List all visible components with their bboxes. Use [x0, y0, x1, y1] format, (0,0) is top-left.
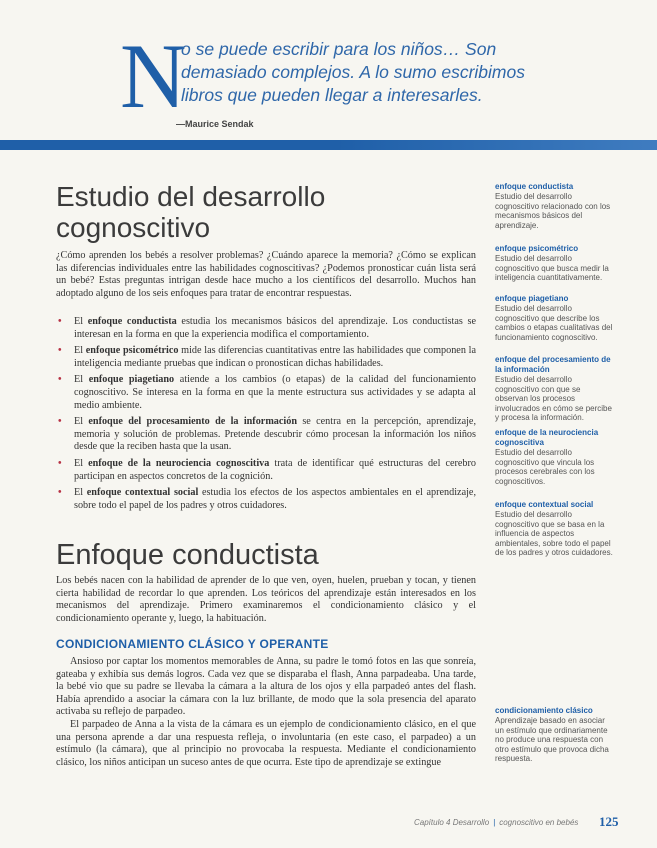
list-item: • El enfoque de la neurociencia cognoscitiva trata de identificar qué estructuras del cerebro participan en aspectos concretos de la cognición.: [58, 457, 476, 482]
bullet-term: enfoque del procesamiento de la información: [88, 416, 298, 428]
epigraph-author: —Maurice Sendak: [176, 119, 254, 129]
margin-glossary-1: [495, 244, 613, 283]
glossary-definition: Estudio del desarrollo cognoscitivo que se basa en la influencia de aspectos ambientales, sobre todo el papel de los padres y otros cuidadores.: [495, 510, 613, 557]
section1-intro-text: ¿Cómo aprenden los bebés a resolver problemas? ¿Cuándo aparece la memoria? ¿Cómo se explican las diferencias individuales entre las habilidades cognoscitivas? ¿Podemos pronosticar cuán lista será un bebé? Estas preguntas intrigan desde hace mucho a los científicos del desarrollo. Muchos han adoptado alguno de los seis enfoques para tratar de encontrar respuestas.: [56, 250, 476, 299]
margin-glossary-4: [495, 428, 613, 486]
margin-glossary-5: [495, 500, 613, 558]
glossary-term: enfoque psicométrico: [495, 244, 579, 253]
paragraph: Ansioso por captar los momentos memorables de Anna, su padre le tomó fotos en las que sonreía, gateaba y exhibía sus demás logros. Cada vez que se disparaba el flash, Anna parpadeaba. Una tarde, la bebé vio que su padre se llevaba la cámara a la altura de los ojos y ella parpadeó antes del flash. Había aprendido a asociar la cámara con la luz brillante, de modo que la sola presencia del aparato activaba su reflejo de parpadeo.: [56, 656, 476, 718]
bullet-term: enfoque de la neurociencia cognoscitiva: [88, 457, 270, 469]
margin-glossary-3: [495, 355, 613, 423]
glossary-definition: Estudio del desarrollo cognoscitivo que vincula los procesos cerebrales con los cognoscitivos.: [495, 448, 595, 486]
section-divider-band: [0, 140, 657, 150]
section1-intro: [56, 250, 476, 300]
glossary-term: enfoque contextual social: [495, 500, 594, 509]
section2-body: [56, 656, 476, 769]
running-footer: Capítulo 4 Desarrollo | cognoscitivo en bebés: [414, 818, 579, 827]
margin-glossary-0: [495, 182, 613, 230]
margin-glossary-6: [495, 706, 613, 764]
section-title-cognitive: Estudio del desarrollo cognoscitivo: [56, 181, 326, 243]
list-item: • El enfoque del procesamiento de la información se centra en la percepción, aprendizaje, memoria y solución de problemas. Pretende descubrir cómo procesan la información los niños desde que la reciben hasta que la usan.: [58, 416, 476, 453]
margin-glossary-2: [495, 294, 613, 342]
glossary-definition: Estudio del desarrollo cognoscitivo con que se observan los procesos involucrados en cómo se percibe y procesa la información.: [495, 375, 612, 422]
section2-intro: [56, 575, 476, 625]
footer-section: cognoscitivo en bebés: [499, 818, 579, 827]
glossary-definition: Estudio del desarrollo cognoscitivo relacionado con los mecanismos básicos del aprendizaje.: [495, 192, 611, 230]
glossary-term: enfoque de la neurociencia cognoscitiva: [495, 428, 599, 447]
epigraph-dropcap: N: [120, 25, 187, 127]
approach-list: [56, 316, 476, 516]
list-item: • El enfoque piagetiano atiende a los cambios (o etapas) de la calidad del funcionamiento cognoscitivo. Se interesa en la forma en que la mente estructura sus actividades y se adapta al medio ambiente.: [58, 374, 477, 411]
glossary-term: condicionamiento clásico: [495, 706, 593, 715]
subheading-conditioning: CONDICIONAMIENTO CLÁSICO Y OPERANTE: [56, 637, 329, 651]
list-item: • El enfoque contextual social estudia los efectos de los aspectos ambientales en el aprendizaje, sobre todo el papel de los padres y otros cuidadores.: [58, 487, 476, 511]
bullet-term: enfoque contextual social: [86, 487, 199, 499]
paragraph: El parpadeo de Anna a la vista de la cámara es un ejemplo de condicionamiento clásico, en el que una persona aprende a dar una respuesta refleja, o involuntaria (en este caso, el parpadeo) a un estímulo (la cámara), que al principio no provocaba la respuesta. Mediante el condicionamiento clásico, los niños anticipan un suceso antes de que ocurra. Este tipo de aprendizaje se extingue: [56, 718, 476, 768]
bullet-term: enfoque psicométrico: [85, 345, 179, 357]
epigraph-quote: o se puede escribir para los niños… Son demasiado complejos. A lo sumo escribimos libros que pueden llegar a interesarles.: [181, 39, 525, 105]
list-item: • El enfoque conductista estudia los mecanismos básicos del aprendizaje. Los conductistas se interesan en la forma en que la experiencia modifica el comportamiento.: [58, 316, 476, 340]
glossary-term: enfoque conductista: [495, 182, 574, 191]
page-number: 125: [599, 814, 619, 829]
section-title-behaviorist: Enfoque conductista: [56, 539, 319, 571]
bullet-term: enfoque piagetiano: [88, 374, 175, 386]
glossary-term: enfoque del procesamiento de la información: [495, 355, 611, 374]
glossary-term: enfoque piagetiano: [495, 294, 569, 303]
section2-intro-text: Los bebés nacen con la habilidad de aprender de lo que ven, oyen, huelen, prueban y tocan, y tienen cierta habilidad de recordar lo que aprenden. Los teóricos del aprendizaje están interesados en los mecanismos del aprendizaje. Primero examinaremos el condicionamiento clásico y el condicionamiento operante y, luego, la habituación.: [56, 575, 476, 624]
list-item: • El enfoque psicométrico mide las diferencias cuantitativas entre las habilidades que componen la inteligencia mediante pruebas que indican o pronostican dichas habilidades.: [58, 345, 476, 369]
glossary-definition: Estudio del desarrollo cognoscitivo que busca medir la inteligencia cuantitativamente.: [495, 254, 609, 282]
glossary-definition: Estudio del desarrollo cognoscitivo que describe los cambios o etapas cualitativas del funcionamiento cognoscitivo.: [495, 304, 613, 342]
footer-chapter: Capítulo 4 Desarrollo: [414, 818, 490, 827]
glossary-definition: Aprendizaje basado en asociar un estímulo que ordinariamente no produce una respuesta con otro estímulo que provoca dicha respuesta.: [495, 716, 609, 763]
bullet-term: enfoque conductista: [87, 316, 177, 327]
